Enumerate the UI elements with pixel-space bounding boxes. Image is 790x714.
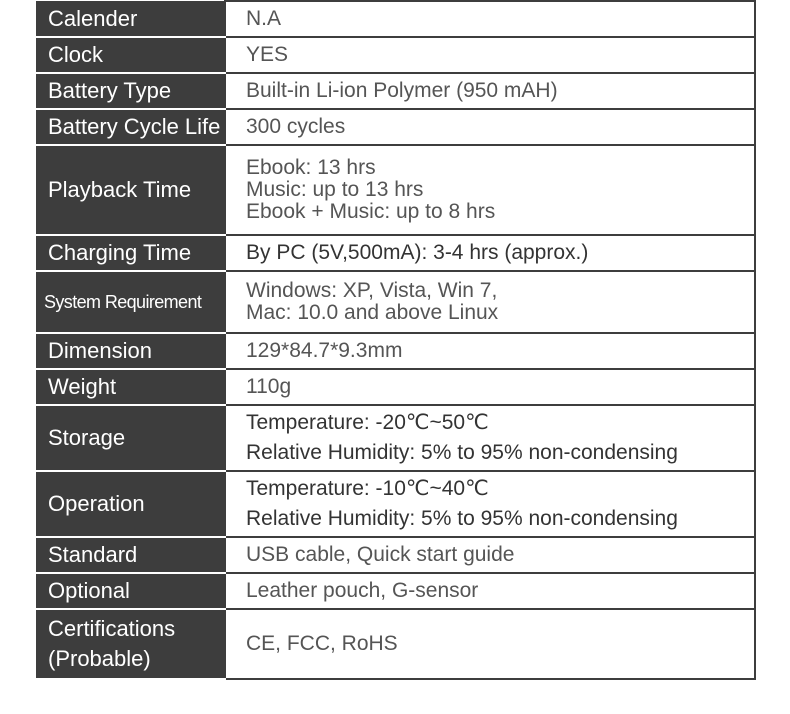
spec-label: System Requirement (36, 271, 225, 333)
spec-value: USB cable, Quick start guide (225, 537, 755, 573)
spec-label: Storage (36, 405, 225, 471)
spec-value: Windows: XP, Vista, Win 7, Mac: 10.0 and above Linux (225, 271, 755, 333)
spec-label: Certifications (Probable) (36, 609, 225, 679)
spec-value: By PC (5V,500mA): 3-4 hrs (approx.) (225, 235, 755, 271)
spec-row-clock (36, 37, 755, 73)
spec-label: Charging Time (36, 235, 225, 271)
spec-label: Calender (36, 1, 225, 37)
spec-label: Weight (36, 369, 225, 405)
spec-label: Operation (36, 471, 225, 537)
spec-value: 129*84.7*9.3mm (225, 333, 755, 369)
spec-label: Clock (36, 37, 225, 73)
spec-value: Built-in Li-ion Polymer (950 mAH) (225, 73, 755, 109)
spec-label: Standard (36, 537, 225, 573)
spec-label: Optional (36, 573, 225, 609)
spec-row-calender (36, 1, 755, 37)
spec-value: Temperature: -20℃~50℃ Relative Humidity: 5% to 95% non-condensing (225, 405, 755, 471)
spec-row-standard (36, 537, 755, 573)
spec-label: Battery Type (36, 73, 225, 109)
spec-row-system-requirement (36, 271, 755, 333)
spec-row-storage (36, 405, 755, 471)
spec-value: 300 cycles (225, 109, 755, 145)
spec-row-playback-time (36, 145, 755, 235)
spec-label: Dimension (36, 333, 225, 369)
spec-row-optional (36, 573, 755, 609)
spec-value: Ebook: 13 hrs Music: up to 13 hrs Ebook + Music: up to 8 hrs (225, 145, 755, 235)
spec-row-charging-time (36, 235, 755, 271)
spec-value: Temperature: -10℃~40℃ Relative Humidity: 5% to 95% non-condensing (225, 471, 755, 537)
spec-row-certifications (36, 609, 755, 679)
spec-row-operation (36, 471, 755, 537)
spec-value: N.A (225, 1, 755, 37)
spec-label: Battery Cycle Life (36, 109, 225, 145)
spec-value: CE, FCC, RoHS (225, 609, 755, 679)
spec-value: YES (225, 37, 755, 73)
spec-value: 110g (225, 369, 755, 405)
spec-label: Playback Time (36, 145, 225, 235)
spec-row-dimension (36, 333, 755, 369)
spec-row-battery-type (36, 73, 755, 109)
spec-value: Leather pouch, G-sensor (225, 573, 755, 609)
spec-row-battery-cycle-life (36, 109, 755, 145)
spec-row-weight (36, 369, 755, 405)
spec-table (36, 0, 756, 680)
